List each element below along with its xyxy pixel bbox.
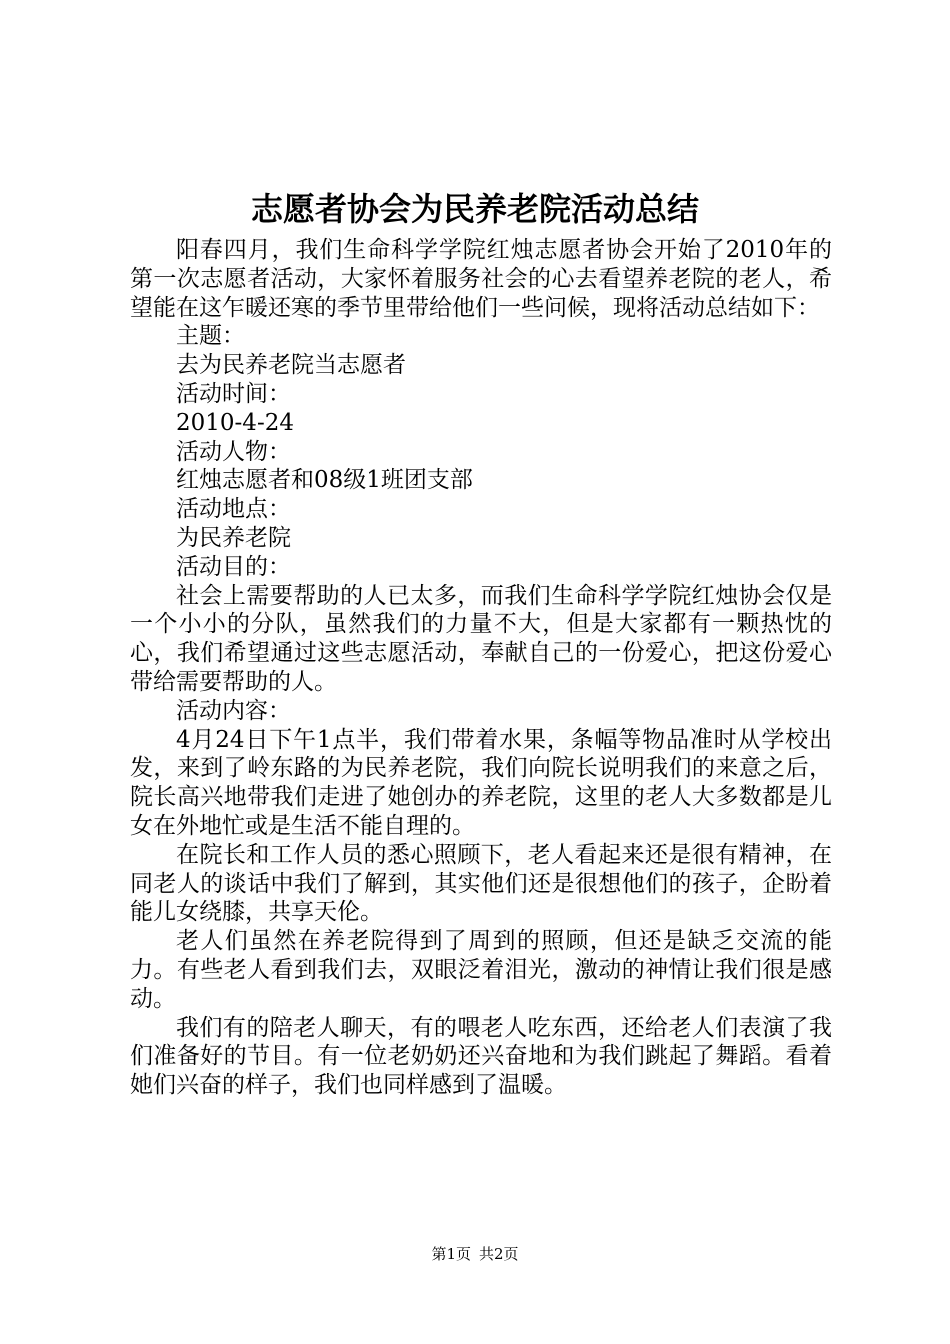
value-people: 红烛志愿者和08级1班团支部 xyxy=(176,467,473,494)
paragraph-purpose: 社会上需要帮助的人已太多，而我们生命科学学院红烛协会仅是一个小小的分队，虽然我们的力量不大，但是大家都有一颗热忱的心，我们希望通过这些志愿活动，奉献自己的一份爱心，把这份爱心带给需要帮助的人。 xyxy=(130,582,832,695)
page-number: 第1页 xyxy=(431,1245,471,1263)
paragraph-content-4: 我们有的陪老人聊天，有的喂老人吃东西，还给老人们表演了我们准备好的节目。有一位老奶奶还兴奋地和为我们跳起了舞蹈。看着她们兴奋的样子，我们也同样感到了温暖。 xyxy=(130,1014,832,1099)
label-content: 活动内容： xyxy=(176,697,291,724)
label-location: 活动地点： xyxy=(176,496,291,523)
label-purpose: 活动目的： xyxy=(176,553,291,580)
paragraph-content-3: 老人们虽然在养老院得到了周到的照顾，但还是缺乏交流的能力。有些老人看到我们去，双眼泛着泪光，激动的神情让我们很是感动。 xyxy=(130,928,832,1012)
label-time: 活动时间： xyxy=(176,380,291,407)
label-people: 活动人物： xyxy=(176,438,291,465)
document-title: 志愿者协会为民养老院活动总结 xyxy=(250,190,699,228)
value-theme: 去为民养老院当志愿者 xyxy=(176,352,406,379)
page-total: 共2页 xyxy=(479,1245,519,1263)
value-location: 为民养老院 xyxy=(176,524,291,551)
page-footer xyxy=(0,1244,950,1264)
paragraph-content-1: 4月24日下午1点半，我们带着水果，条幅等物品准时从学校出发，来到了岭东路的为民养老院，我们向院长说明我们的来意之后，院长高兴地带我们走进了她创办的养老院，这里的老人大多数都是儿女在外地忙或是生活不能自理的。 xyxy=(130,726,832,839)
value-time: 2010-4-24 xyxy=(176,409,294,436)
label-theme: 主题： xyxy=(176,323,245,350)
paragraph-intro: 阳春四月，我们生命科学学院红烛志愿者协会开始了2010年的第一次志愿者活动，大家怀着服务社会的心去看望养老院的老人，希望能在这乍暖还寒的季节里带给他们一些问候，现将活动总结如下： xyxy=(130,237,832,321)
paragraph-content-2: 在院长和工作人员的悉心照顾下，老人看起来还是很有精神，在同老人的谈话中我们了解到，其实他们还是很想他们的孩子，企盼着能儿女绕膝，共享天伦。 xyxy=(130,841,832,926)
document-body xyxy=(130,236,832,1100)
